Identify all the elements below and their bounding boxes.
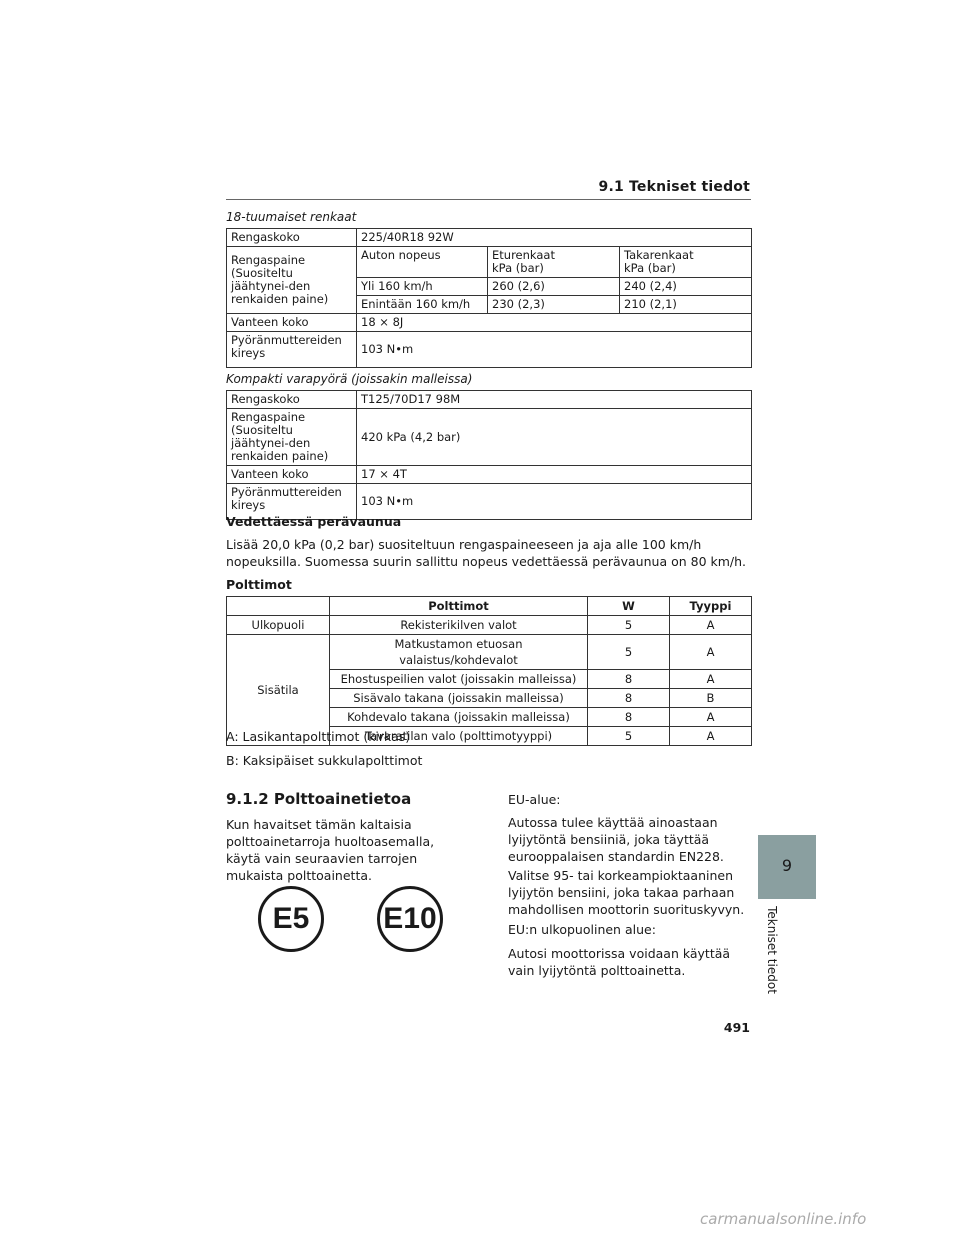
tires18-row2-rear: 210 (2,1) <box>620 296 752 314</box>
tires18-label: 18-tuumaiset renkaat <box>226 210 357 224</box>
fuel-non-eu-text: Autosi moottorissa voidaan käyttää vain lyijytöntä polttoainetta. <box>508 946 731 978</box>
tires18-speed-label: Auton nopeus <box>357 247 488 278</box>
spare-label: Kompakti varapyörä (joissakin malleissa) <box>226 372 473 386</box>
spare-torque-label: Pyöränmuttereiden kireys <box>227 484 357 520</box>
bulbs-heading: Polttimot <box>226 577 292 592</box>
bulbs-inside-watt: 5 <box>588 635 670 670</box>
bulbs-col-empty <box>227 597 330 616</box>
tires18-front-label: Eturenkaat kPa (bar) <box>488 247 620 278</box>
bulbs-col-watt: W <box>588 597 670 616</box>
tires18-row2-speed: Enintään 160 km/h <box>357 296 488 314</box>
spare-size-label: Rengaskoko <box>227 391 357 409</box>
bulbs-outside-watt: 5 <box>588 616 670 635</box>
bulbs-inside-name: Matkustamon etuosan valaistus/kohdevalot <box>330 635 588 670</box>
fuel-eu-label: EU-alue: <box>508 792 561 807</box>
towing-text: Lisää 20,0 kPa (0,2 bar) suositeltuun rengaspaineeseen ja aja alle 100 km/h nopeuksilla. Suomessa suurin sallittu nopeus vedettäessä perävaunua on 80 km/h. <box>226 537 747 569</box>
bulbs-inside-type: A <box>670 670 752 689</box>
bulbs-inside-label: Sisätila <box>227 635 330 746</box>
spare-torque-value: 103 N•m <box>357 484 752 520</box>
tires18-rim-value: 18 × 8J <box>357 314 752 332</box>
chapter-tab-number: 9 <box>781 856 793 875</box>
bulbs-table <box>226 596 752 746</box>
fuel-intro-text: Kun havaitset tämän kaltaisia polttoainetarroja huoltoasemalla, käytä vain seuraavien tarrojen mukaista polttoainetta. <box>226 817 435 883</box>
tires18-pressure-label: Rengaspaine (Suositeltu jäähtynei-den renkaiden paine) <box>227 247 357 314</box>
bulbs-inside-name: Tavaratilan valo (polttimotyyppi) <box>330 727 588 746</box>
bulbs-inside-watt: 5 <box>588 727 670 746</box>
fuel-section-title: 9.1.2 Polttoainetietoa <box>226 790 412 808</box>
bulbs-outside-type: A <box>670 616 752 635</box>
fuel-octane-text: Valitse 95- tai korkeampioktaaninen lyijytön bensiini, joka takaa parhaan mahdollisen moottorin suorituskyvyn. <box>508 868 745 917</box>
tires18-table <box>226 228 752 368</box>
spare-pressure-value: 420 kPa (4,2 bar) <box>357 409 752 466</box>
header-divider <box>226 199 751 200</box>
tires18-rim-label: Vanteen koko <box>227 314 357 332</box>
spare-size-value: T125/70D17 98M <box>357 391 752 409</box>
bulbs-inside-type: A <box>670 635 752 670</box>
fuel-label-e10-icon: E10 <box>377 886 443 952</box>
bulbs-inside-name: Ehostuspeilien valot (joissakin malleissa) <box>330 670 588 689</box>
spare-table <box>226 390 752 520</box>
tires18-row2-front: 230 (2,3) <box>488 296 620 314</box>
bulbs-note-b: B: Kaksipäiset sukkulapolttimot <box>226 753 423 768</box>
bulbs-inside-watt: 8 <box>588 670 670 689</box>
tires18-torque-label: Pyöränmuttereiden kireys <box>227 332 357 368</box>
tires18-size-value: 225/40R18 92W <box>357 229 752 247</box>
tires18-row1-front: 260 (2,6) <box>488 278 620 296</box>
bulbs-note-a: A: Lasikantapolttimot (kirkas) <box>226 729 411 744</box>
bulbs-outside-name: Rekisterikilven valot <box>330 616 588 635</box>
section-header-title: 9.1 Tekniset tiedot <box>598 179 750 195</box>
fuel-eu-text: Autossa tulee käyttää ainoastaan lyijytöntä bensiiniä, joka täyttää eurooppalaisen standardin EN228. <box>508 815 724 864</box>
bulbs-inside-type: A <box>670 727 752 746</box>
tires18-rear-label: Takarenkaat kPa (bar) <box>620 247 752 278</box>
chapter-tab-label: Tekniset tiedot <box>765 906 779 994</box>
fuel-label-e5-icon: E5 <box>258 886 324 952</box>
bulbs-col-type: Tyyppi <box>670 597 752 616</box>
watermark: carmanualsonline.info <box>700 1210 867 1228</box>
bulbs-outside-label: Ulkopuoli <box>227 616 330 635</box>
bulbs-inside-type: B <box>670 689 752 708</box>
tires18-row1-rear: 240 (2,4) <box>620 278 752 296</box>
bulbs-inside-name: Kohdevalo takana (joissakin malleissa) <box>330 708 588 727</box>
fuel-non-eu-label: EU:n ulkopuolinen alue: <box>508 922 656 937</box>
spare-pressure-label: Rengaspaine (Suositeltu jäähtynei-den renkaiden paine) <box>227 409 357 466</box>
page-number: 491 <box>723 1020 750 1035</box>
chapter-tab-label-wrap <box>752 900 792 1000</box>
towing-heading: Vedettäessä perävaunua <box>226 514 402 529</box>
spare-rim-label: Vanteen koko <box>227 466 357 484</box>
bulbs-inside-type: A <box>670 708 752 727</box>
bulbs-inside-name: Sisävalo takana (joissakin malleissa) <box>330 689 588 708</box>
tires18-torque-value: 103 N•m <box>357 332 752 368</box>
bulbs-inside-watt: 8 <box>588 689 670 708</box>
spare-rim-value: 17 × 4T <box>357 466 752 484</box>
tires18-row1-speed: Yli 160 km/h <box>357 278 488 296</box>
tires18-size-label: Rengaskoko <box>227 229 357 247</box>
bulbs-inside-watt: 8 <box>588 708 670 727</box>
bulbs-col-name: Polttimot <box>330 597 588 616</box>
